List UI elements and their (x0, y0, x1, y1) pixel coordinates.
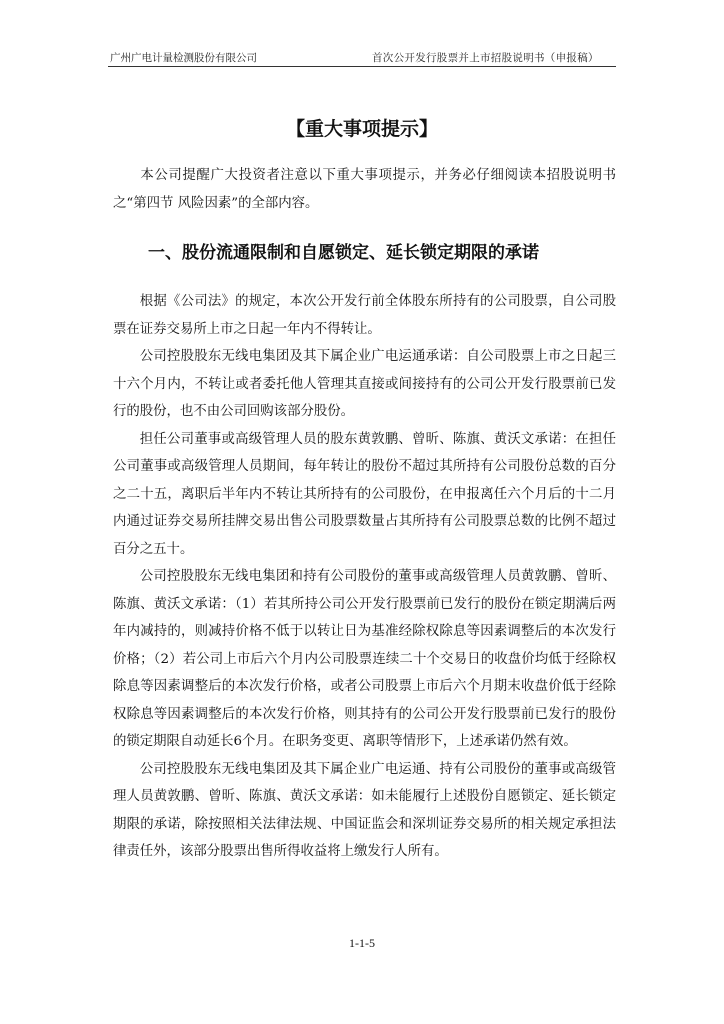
intro-paragraph (113, 162, 616, 217)
page-title: 【重大事项提示】 (285, 118, 438, 140)
paragraph: 公司控股股东无线电集团和持有公司股份的董事或高级管理人员黄敦鹏、曾昕、陈旗、黄沃文承诺：（1）若其所持公司公开发行股票前已发行的股份在锁定期满后两年内减持的，则减持价格不低于以转让日为基准经除权除息等因素调整后的本次发行价格；（2）若公司上市后六个月内公司股票连续二十个交易日的收盘价均低于经除权除息等因素调整后的本次发行价格，或者公司股票上市后六个月期末收盘价低于经除权除息等因素调整后的本次发行价格，则其持有的公司公开发行股票前已发行的股份的锁定期限自动延长6个月。在职务变更、离职等情形下，上述承诺仍然有效。 (113, 569, 616, 749)
header-document-title: 首次公开发行股票并上市招股说明书（申报稿） (372, 52, 599, 64)
paragraph: 根据《公司法》的规定，本次公开发行前全体股东所持有的公司股票，自公司股票在证券交易所上市之日起一年内不得转让。 (113, 294, 616, 337)
page-number: 1-1-5 (349, 936, 375, 950)
intro-text: 本公司提醒广大投资者注意以下重大事项提示，并务必仔细阅读本招股说明书之“第四节 风险因素”的全部内容。 (113, 168, 616, 211)
header-rule (108, 66, 616, 67)
section-body (113, 288, 616, 866)
paragraph: 公司控股股东无线电集团及其下属企业广电运通承诺：自公司股票上市之日起三十六个月内，不转让或者委托他人管理其直接或间接持有的公司公开发行股票前已发行的股份，也不由公司回购该部分股份。 (113, 349, 616, 419)
paragraph: 担任公司董事或高级管理人员的股东黄敦鹏、曾昕、陈旗、黄沃文承诺：在担任公司董事或高级管理人员期间，每年转让的股份不超过其所持有公司股份总数的百分之二十五，离职后半年内不转让其所持有的公司股份，在申报离任六个月后的十二月内通过证券交易所挂牌交易出售公司股票数量占其所持有公司股票总数的比例不超过百分之五十。 (113, 431, 616, 557)
header-company-name: 广州广电计量检测股份有限公司 (110, 52, 257, 64)
paragraph: 公司控股股东无线电集团及其下属企业广电运通、持有公司股份的董事或高级管理人员黄敦鹏、曾昕、陈旗、黄沃文承诺：如未能履行上述股份自愿锁定、延长锁定期限的承诺，除按照相关法律法规、中国证监会和深圳证券交易所的相关规定承担法律责任外，该部分股票出售所得收益将上缴发行人所有。 (113, 761, 616, 859)
section-heading: 一、股份流通限制和自愿锁定、延长锁定期限的承诺 (148, 243, 539, 263)
